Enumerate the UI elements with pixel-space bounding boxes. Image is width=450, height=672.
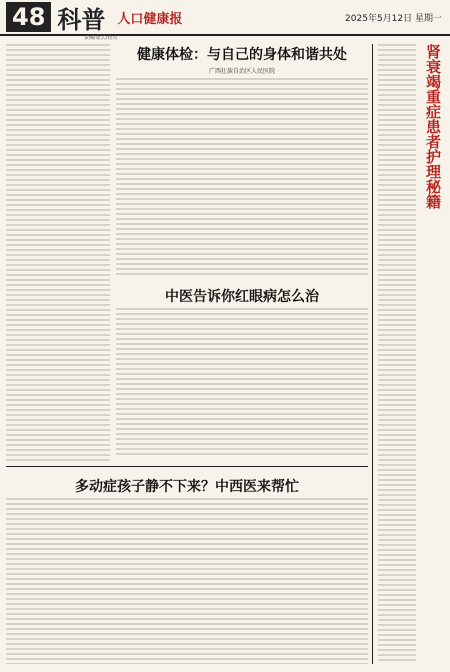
brand-name: 人口健康报 xyxy=(117,11,183,27)
lead-headline: 健康体检：与自己的身体和谐共处 xyxy=(137,47,347,63)
right-column-text xyxy=(378,44,416,664)
right-headline: 肾衰竭重症患者护理秘籍 xyxy=(424,44,442,209)
page-number: 48 xyxy=(6,2,51,32)
issue-date: 2025年5月12日 星期一 xyxy=(345,13,442,24)
middle-article-text xyxy=(116,308,368,458)
lead-byline: 广西壮族自治区人民医院 xyxy=(208,68,275,75)
left-column-text xyxy=(6,44,110,464)
middle-headline: 中医告诉你红眼病怎么治 xyxy=(165,289,319,305)
section-title: 科普 xyxy=(57,5,106,34)
masthead xyxy=(0,0,450,36)
bottom-article-text xyxy=(6,498,368,664)
editor-credits: 责编/版式/校对 xyxy=(84,35,118,41)
section-divider xyxy=(6,466,368,467)
right-column-divider xyxy=(372,44,373,664)
bottom-headline: 多动症孩子静不下来？中西医来帮忙 xyxy=(75,479,299,495)
lead-article-text xyxy=(116,78,368,278)
